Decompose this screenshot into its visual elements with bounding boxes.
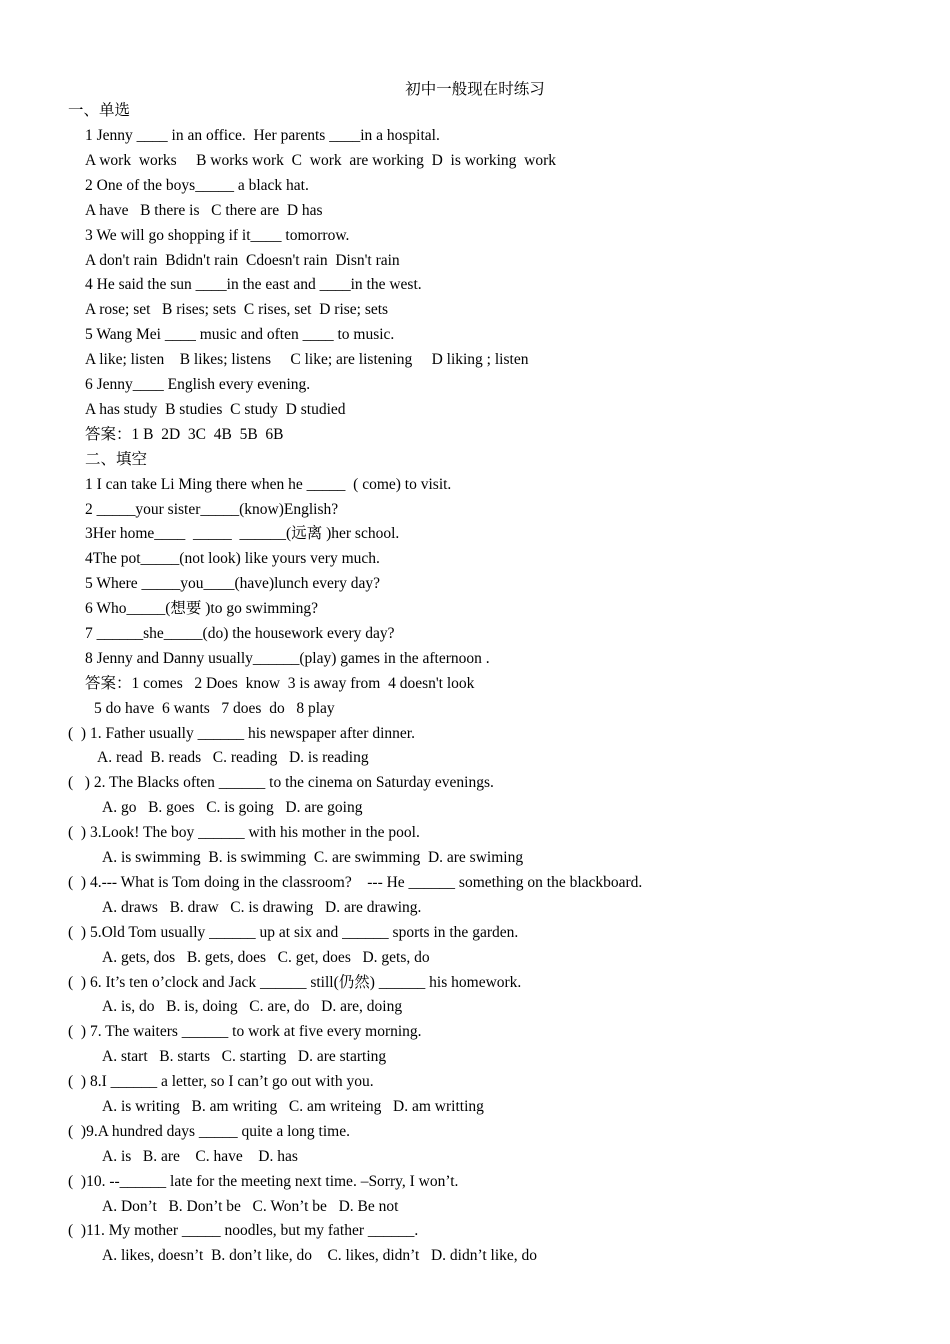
options-line: A. draws B. draw C. is drawing D. are drawing. [102, 899, 422, 916]
document-title: 初中一般现在时练习 [405, 81, 545, 98]
answer-key-line: 5 do have 6 wants 7 does do 8 play [94, 700, 335, 717]
section-heading-single-choice: 一、单选 [68, 102, 131, 119]
question-line: 4 He said the sun ____in the east and ____in the west. [85, 276, 422, 293]
options-line: A don't rain Bdidn't rain Cdoesn't rain Disn't rain [85, 252, 400, 269]
question-line: 2 _____your sister_____(know)English? [85, 501, 339, 518]
question-line: ( ) 1. Father usually ______ his newspaper after dinner. [68, 725, 415, 742]
options-line: A work works B works work C work are working D is working work [85, 152, 556, 169]
question-line: ( )11. My mother _____ noodles, but my father ______. [68, 1222, 419, 1239]
question-line: 7 ______she_____(do) the housework every day? [85, 625, 395, 642]
options-line: A. is B. are C. have D. has [102, 1148, 298, 1165]
section-heading-fill-in: 二、填空 [85, 451, 148, 468]
answer-key-line: 答案：1 comes 2 Does know 3 is away from 4 doesn't look [85, 675, 475, 692]
options-line: A. is, do B. is, doing C. are, do D. are, doing [102, 998, 403, 1015]
options-line: A. is swimming B. is swimming C. are swimming D. are swiming [102, 849, 524, 866]
options-line: A. likes, doesn’t B. don’t like, do C. likes, didn’t D. didn’t like, do [102, 1247, 537, 1264]
question-line: 1 I can take Li Ming there when he _____ ( come) to visit. [85, 476, 452, 493]
question-line: 5 Where _____you____(have)lunch every day? [85, 575, 380, 592]
question-line: 2 One of the boys_____ a black hat. [85, 177, 309, 194]
options-line: A. is writing B. am writing C. am writeing D. am writting [102, 1098, 484, 1115]
question-line: ( )9.A hundred days _____ quite a long time. [68, 1123, 350, 1140]
options-line: A. read B. reads C. reading D. is reading [97, 749, 369, 766]
question-line: 8 Jenny and Danny usually______(play) games in the afternoon . [85, 650, 490, 667]
question-line: ( ) 7. The waiters ______ to work at five every morning. [68, 1023, 422, 1040]
question-line: ( ) 2. The Blacks often ______ to the cinema on Saturday evenings. [68, 774, 494, 791]
question-line: ( ) 8.I ______ a letter, so I can’t go out with you. [68, 1073, 374, 1090]
question-line: 5 Wang Mei ____ music and often ____ to music. [85, 326, 395, 343]
question-line: 6 Who_____(想要 )to go swimming? [85, 600, 319, 617]
question-line: ( )10. --______ late for the meeting next time. –Sorry, I won’t. [68, 1173, 459, 1190]
options-line: A like; listen B likes; listens C like; are listening D liking ; listen [85, 351, 529, 368]
options-line: A. gets, dos B. gets, does C. get, does D. gets, do [102, 949, 430, 966]
question-line: ( ) 4.--- What is Tom doing in the classroom? --- He ______ something on the blackboard. [68, 874, 643, 891]
question-line: 4The pot_____(not look) like yours very much. [85, 550, 380, 567]
question-line: 6 Jenny____ English every evening. [85, 376, 311, 393]
question-line: ( ) 5.Old Tom usually ______ up at six and ______ sports in the garden. [68, 924, 519, 941]
question-line: 1 Jenny ____ in an office. Her parents ____in a hospital. [85, 127, 440, 144]
question-line: 3Her home____ _____ ______(远离 )her school. [85, 525, 400, 542]
options-line: A rose; set B rises; sets C rises, set D rise; sets [85, 301, 389, 318]
options-line: A. start B. starts C. starting D. are starting [102, 1048, 387, 1065]
question-line: ( ) 3.Look! The boy ______ with his mother in the pool. [68, 824, 420, 841]
answer-key-line: 答案：1 B 2D 3C 4B 5B 6B [85, 426, 284, 443]
options-line: A has study B studies C study D studied [85, 401, 346, 418]
options-line: A have B there is C there are D has [85, 202, 323, 219]
options-line: A. Don’t B. Don’t be C. Won’t be D. Be not [102, 1198, 399, 1215]
question-line: ( ) 6. It’s ten o’clock and Jack ______ still(仍然) ______ his homework. [68, 974, 522, 991]
options-line: A. go B. goes C. is going D. are going [102, 799, 363, 816]
question-line: 3 We will go shopping if it____ tomorrow. [85, 227, 350, 244]
